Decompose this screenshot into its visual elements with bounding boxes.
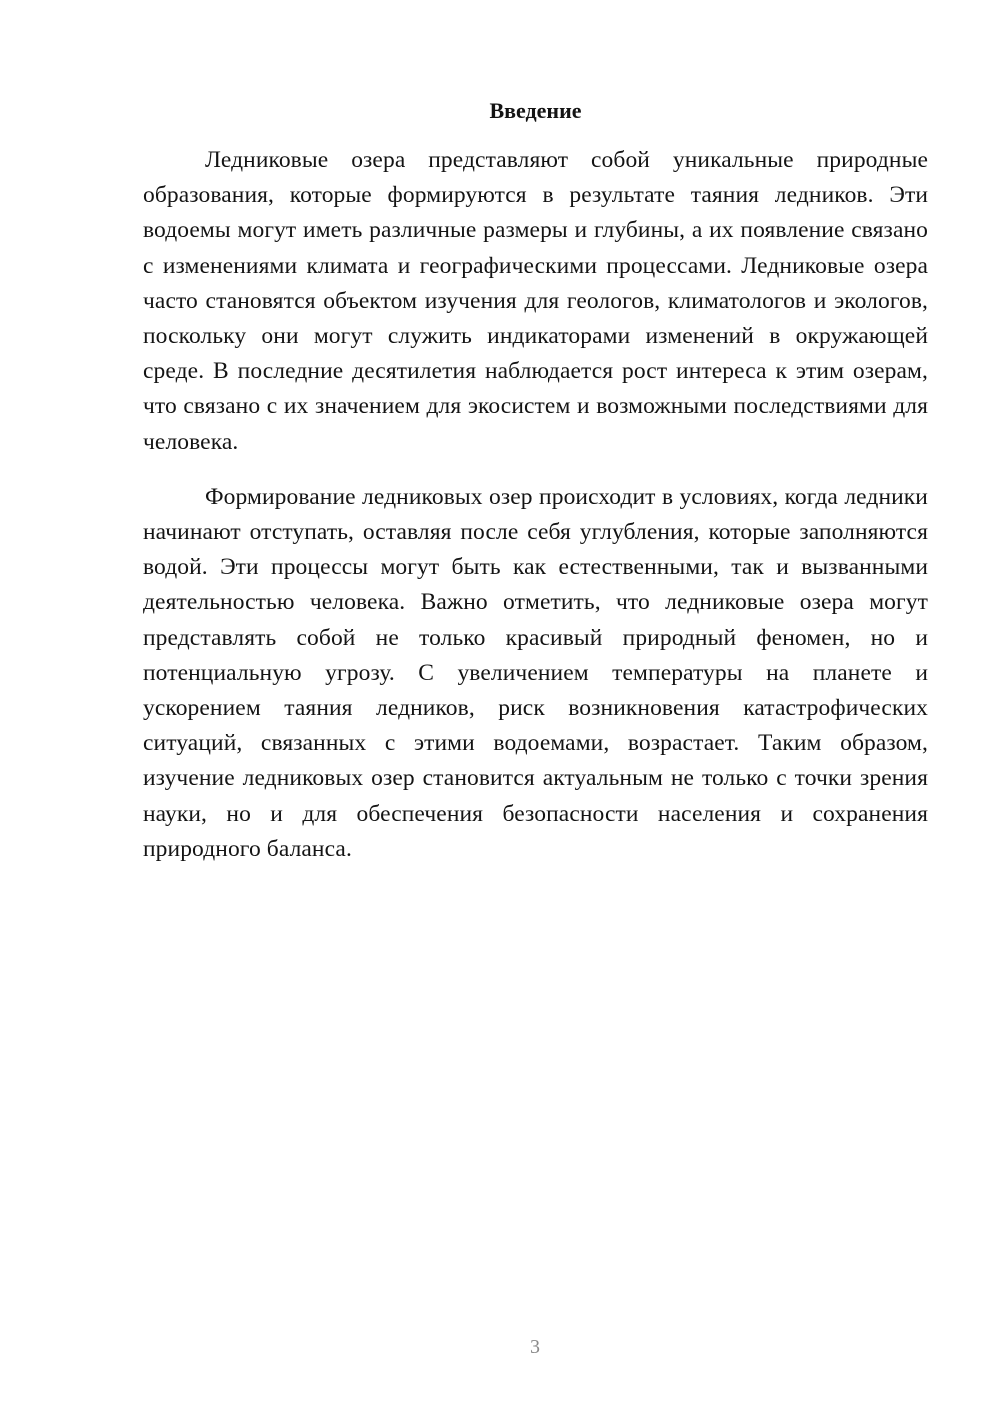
paragraph: Ледниковые озера представляют собой уникальные природные образования, которые формируются в результате таяния ледников. Эти водоемы могут иметь различные размеры и глубины, а их появление связано с изменениями климата и географическими процессами. Ледниковые озера часто становятся объектом изучения для геологов, климатологов и экологов, поскольку они могут служить индикаторами изменений в окружающей среде. В последние десятилетия наблюдается рост интереса к этим озерам, что связано с их значением для экосистем и возможными последствиями для человека. xyxy=(143,147,928,455)
page-content xyxy=(143,96,928,867)
paragraph: Формирование ледниковых озер происходит в условиях, когда ледники начинают отступать, оставляя после себя углубления, которые заполняются водой. Эти процессы могут быть как естественными, так и вызванными деятельностью человека. Важно отметить, что ледниковые озера могут представлять собой не только красивый природный феномен, но и потенциальную угрозу. С увеличением температуры на планете и ускорением таяния ледников, риск возникновения катастрофических ситуаций, связанных с этими водоемами, возрастает. Таким образом, изучение ледниковых озер становится актуальным не только с точки зрения науки, но и для обеспечения безопасности населения и сохранения природного баланса. xyxy=(143,483,928,862)
page-number: 3 xyxy=(530,1336,540,1358)
section-title: Введение xyxy=(489,98,582,123)
